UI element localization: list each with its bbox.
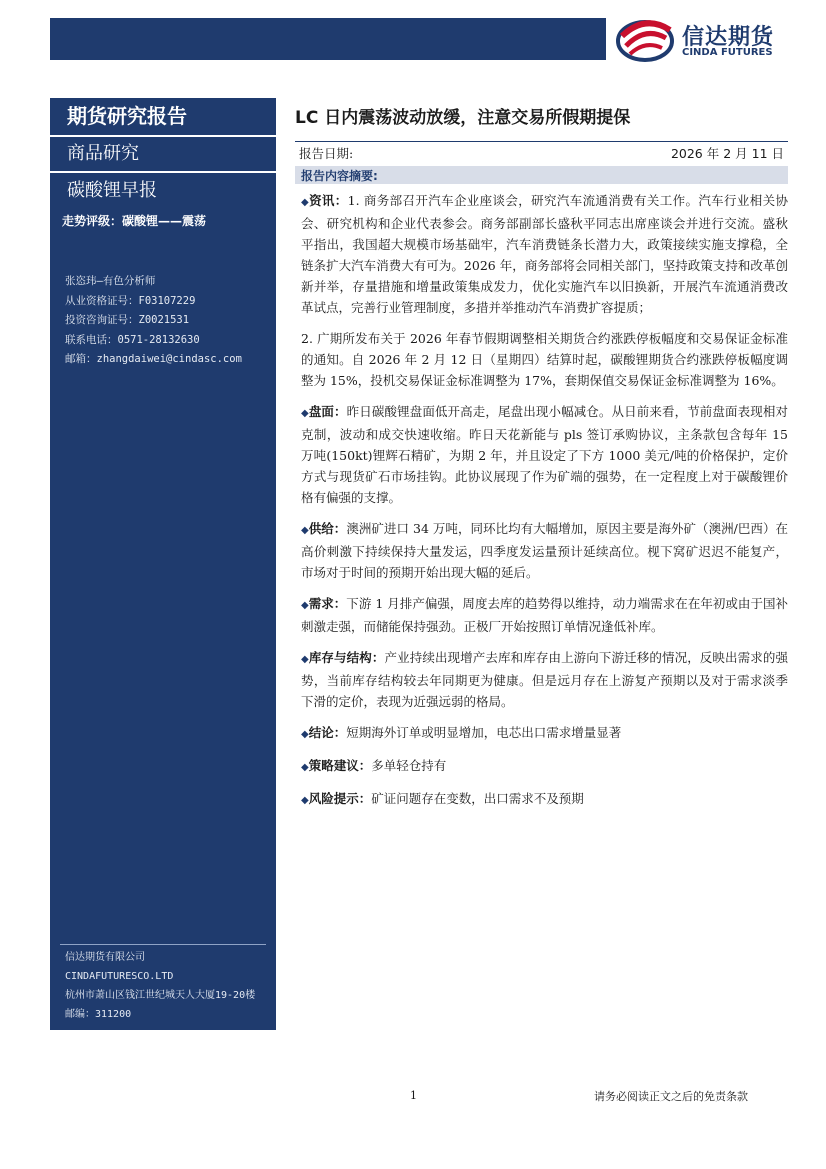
title-rule <box>295 141 788 142</box>
company-address: 杭州市萧山区钱江世纪城天人大厦19-20楼 <box>65 990 256 1001</box>
disclaimer-link: 请务必阅读正文之后的免责条款 <box>594 1090 748 1103</box>
diamond-bullet-icon: ◆ <box>301 762 309 773</box>
paragraph-inventory: ◆库存与结构：产业持续出现增产去库和库存由上游向下游迁移的情况，反映出需求的强势，当前库存结构较去年同期更为健康。但是远月存在上游复产预期以及对于需求淡季下滑的定价，表现为近强远弱的格局。 <box>301 650 788 709</box>
product-name: 碳酸锂早报 <box>67 180 157 201</box>
consult-number: 投资咨询证号：Z0021531 <box>65 314 190 326</box>
paragraph-conclusion: ◆结论：短期海外订单或明显增加，电芯出口需求增量显著 <box>301 725 622 740</box>
company-website: CINDAFUTURESCO.LTD <box>65 971 174 982</box>
left-sidebar <box>50 98 276 1030</box>
page-number: 1 <box>410 1089 417 1102</box>
summary-label: 报告内容摘要: <box>301 169 378 183</box>
paragraph-market: ◆盘面：昨日碳酸锂盘面低开高走，尾盘出现小幅减仓。从日前来看，节前盘面表现相对克制，波动和成交快速收缩。昨日天花新能与 pls 签订承购协议，主条款包含每年 15 万吨(150kt)锂辉石精矿，为期 2 年，并且设定了下方 1000 美元/吨的价格保护，定价方式与现货矿石市场挂钩。此协议展现了作为矿端的强势，在一定程度上对于碳酸锂价格有偏强的支撑。 <box>301 404 788 505</box>
diamond-bullet-icon: ◆ <box>301 729 309 740</box>
analyst-name: 张恣玮—有色分析师 <box>65 275 156 287</box>
divider <box>60 944 266 945</box>
diamond-bullet-icon: ◆ <box>301 600 309 611</box>
date-label: 报告日期: <box>299 146 354 161</box>
logo-text-cn: 信达期货 <box>682 25 775 50</box>
diamond-bullet-icon: ◆ <box>301 525 309 536</box>
logo-text-en: CINDA FUTURES <box>682 47 773 58</box>
trend-rating: 走势评级：碳酸锂——震荡 <box>62 214 207 228</box>
diamond-bullet-icon: ◆ <box>301 408 309 419</box>
phone-number: 联系电话：0571-28132630 <box>65 333 200 346</box>
report-body <box>301 190 788 821</box>
email-link[interactable]: 邮箱：zhangdaiwei@cindasc.com <box>65 353 242 365</box>
analyst-info <box>50 272 276 370</box>
report-type: 期货研究报告 <box>67 104 187 128</box>
paragraph-strategy: ◆策略建议：多单轻仓持有 <box>301 758 447 773</box>
report-title: LC 日内震荡波动放缓，注意交易所假期提保 <box>295 108 631 128</box>
divider <box>50 171 276 173</box>
paragraph-demand: ◆需求：下游 1 月排产偏强，周度去库的趋势得以维持，动力端需求在在年初或由于国补刺激走强，而储能保持强劲。正极厂开始按照订单情况逢低补库。 <box>301 596 788 634</box>
company-info <box>50 948 276 1024</box>
qualification-number: 从业资格证号：F03107229 <box>65 294 196 307</box>
diamond-bullet-icon: ◆ <box>301 795 309 806</box>
paragraph-risk: ◆风险提示：矿证问题存在变数，出口需求不及预期 <box>301 791 584 806</box>
summary-header <box>295 166 788 184</box>
header-band <box>50 18 606 60</box>
paragraph-news-2: 2. 广期所发布关于 2026 年春节假期调整相关期货合约涨跌停板幅度和交易保证金标准的通知。自 2026 年 2 月 12 日（星期四）结算时起，碳酸锂期货合约涨跌停板幅度调整为 15%，投机交易保证金标准调整为 17%，套期保值交易保证金标准调整为 16%。 <box>301 331 788 388</box>
cinda-logo-icon <box>614 16 676 62</box>
paragraph-supply: ◆供给：澳洲矿进口 34 万吨，同环比均有大幅增加，原因主要是海外矿（澳洲/巴西）在高价刺激下持续保持大量发运，四季度发运量预计延续高位。枧下窝矿迟迟不能复产，市场对于时间的预期开始出现大幅的延后。 <box>301 521 788 580</box>
category: 商品研究 <box>67 143 139 164</box>
company-name: 信达期货有限公司 <box>65 952 145 963</box>
diamond-bullet-icon: ◆ <box>301 654 309 665</box>
company-postcode: 邮编：311200 <box>65 1009 132 1020</box>
paragraph-news-1: ◆资讯：1. 商务部召开汽车企业座谈会，研究汽车流通消费有关工作。汽车行业相关协会、研究机构和企业代表参会。商务部副部长盛秋平同志出席座谈会并进行交流。盛秋平指出，我国超大规模市场基础牢，汽车消费链条长潜力大，政策接续实施支撑稳，全链条扩大汽车消费大有可为。2026 年，商务部将会同相关部门，坚持政策支持和改革创新并举，存量措施和增量政策集成发力，优化实施汽车以旧换新，开展汽车流通消费改革试点，完善行业管理制度，多措并举推动汽车消费扩容提质； <box>301 193 788 315</box>
cinda-logo <box>612 14 802 64</box>
date-value: 2026 年 2 月 11 日 <box>670 146 784 161</box>
diamond-bullet-icon: ◆ <box>301 197 310 208</box>
